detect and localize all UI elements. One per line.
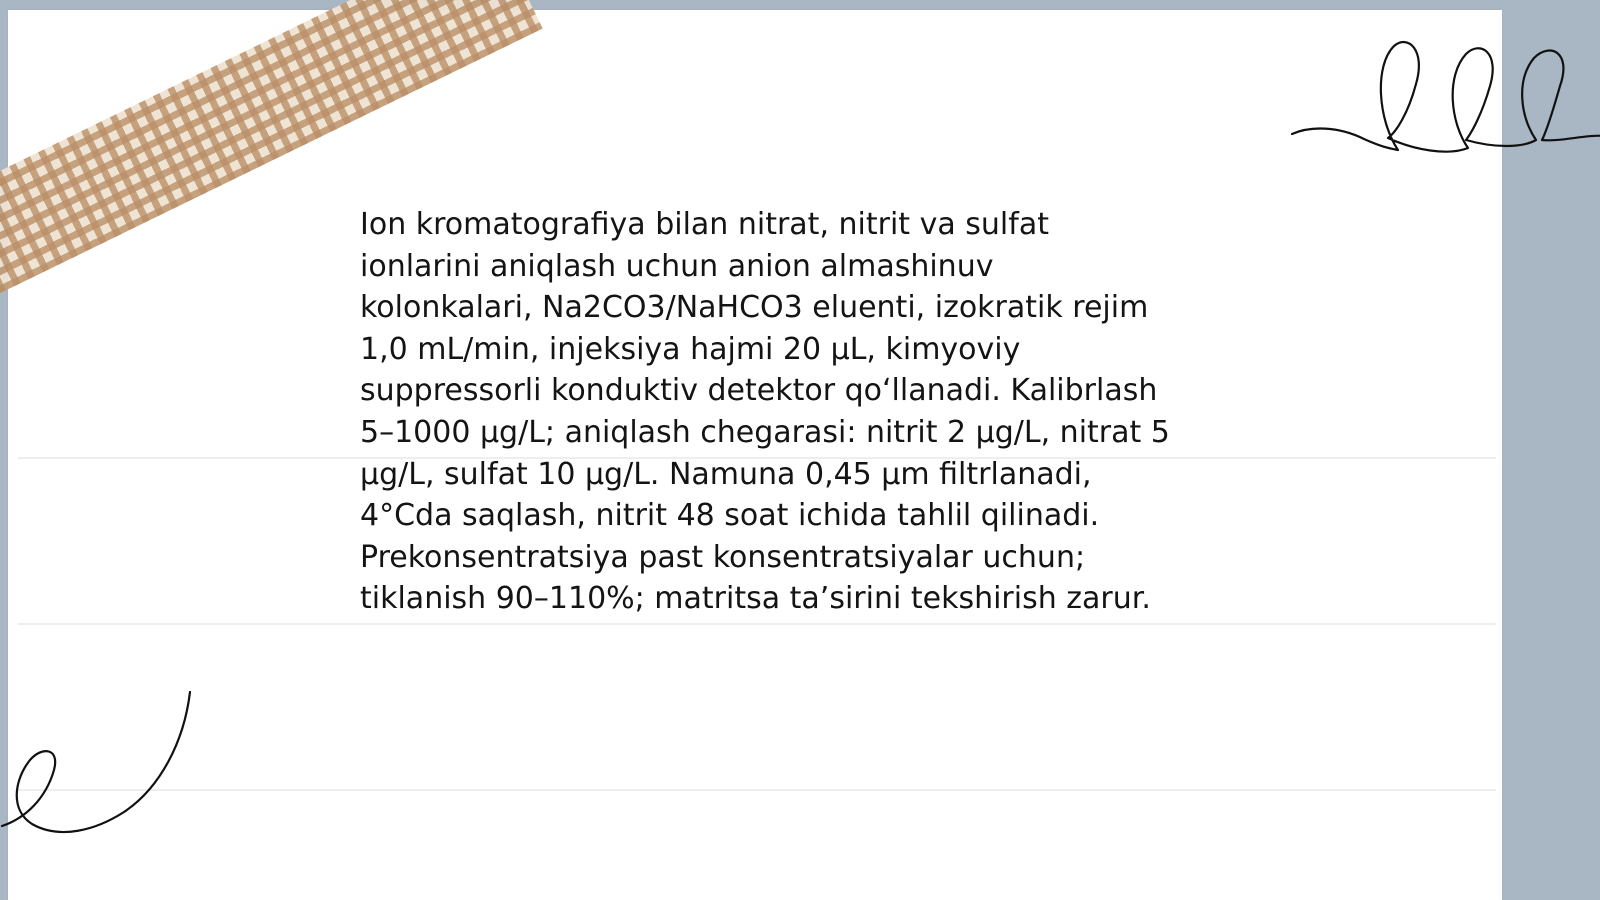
swirl-doodle-icon xyxy=(0,690,200,850)
body-text: Ion kromatografiya bilan nitrat, nitrit va sulfat ionlarini aniqlash uchun anion almashinuv kolonkalari, Na2CO3/NaHCO3 eluenti, izokratik rejim 1,0 mL/min, injeksiya hajmi 20 µL, kimyoviy suppressorli konduktiv detektor qo‘llanadi. Kalibrlash 5–1000 µg/L; aniqlash chegarasi: nitrit 2 µg/L, nitrat 5 µg/L, sulfat 10 µg/L. Namuna 0,45 µm filtrlanadi, 4°Cda saqlash, nitrit 48 soat ichida tahlil qilinadi. Prekonsentratsiya past konsentratsiyalar uchun; tiklanish 90–110%; matritsa ta’sirini tekshirish zarur. xyxy=(360,207,1170,617)
loop-doodle-icon xyxy=(1290,30,1600,170)
paper-rule-line xyxy=(18,623,1496,625)
paper-rule-line xyxy=(18,789,1496,791)
